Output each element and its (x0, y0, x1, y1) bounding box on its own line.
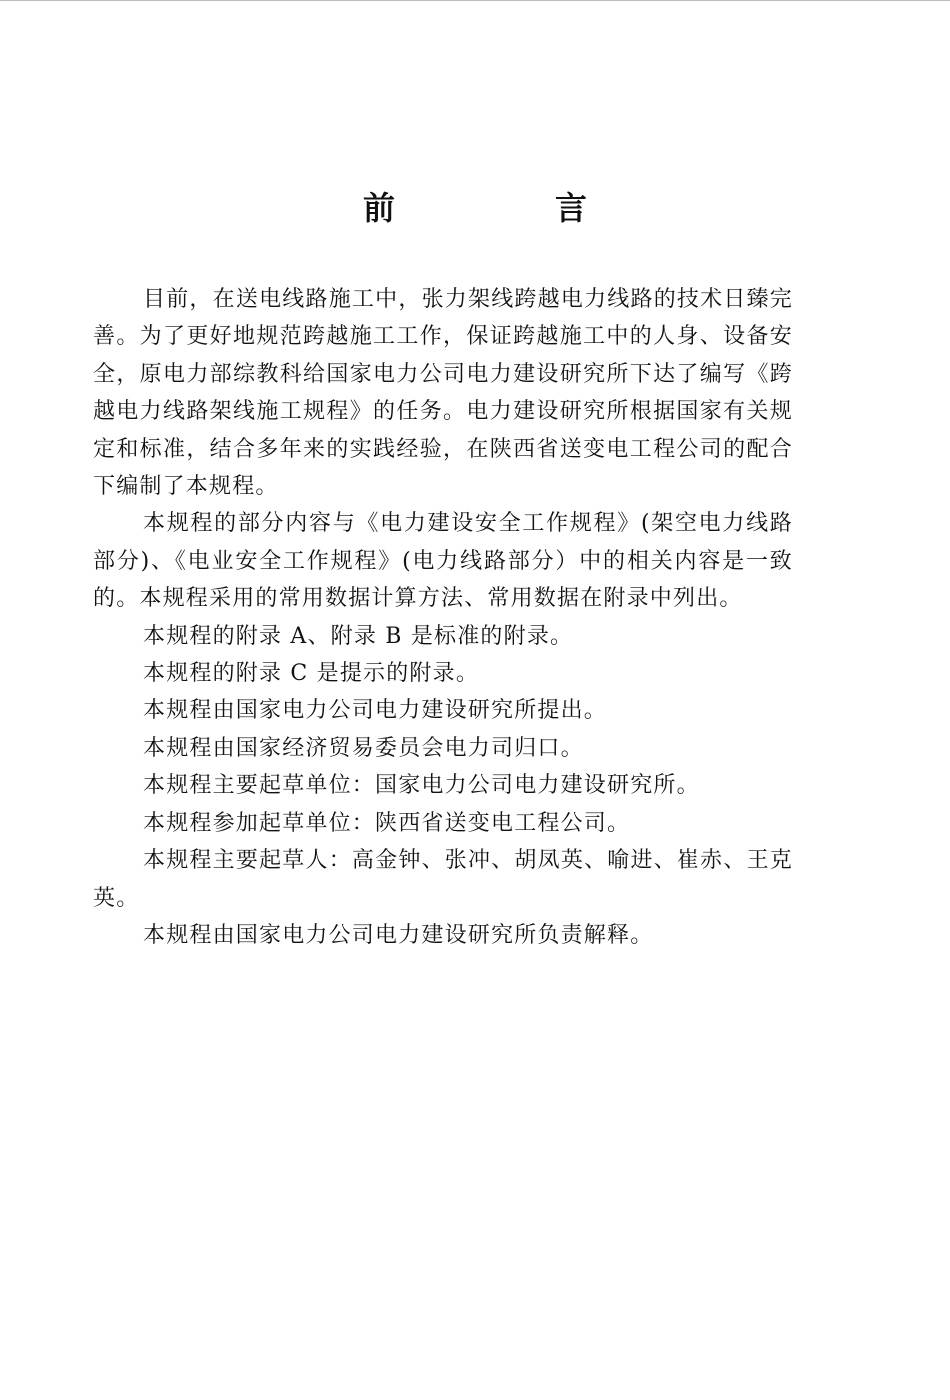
paragraph-main-drafting-unit: 本规程主要起草单位：国家电力公司电力建设研究所。 (143, 773, 700, 799)
paragraph-managed-by: 本规程由国家经济贸易委员会电力司归口。 (143, 735, 584, 761)
page-top-border (0, 0, 950, 1)
paragraph-appendix-c: 本规程的附录 C 是提示的附录。 (143, 661, 480, 687)
paragraph-interpretation: 本规程由国家电力公司电力建设研究所负责解释。 (143, 922, 654, 948)
paragraph-consistency: 本规程的部分内容与《电力建设安全工作规程》(架空电力线路部分)、《电业安全工作规程》(电力线路部分）中的相关内容是一致的。本规程采用的常用数据计算方法、常用数据在附录中列出。 (93, 511, 793, 612)
page-title: 前 言 (362, 189, 651, 227)
preface-body (93, 281, 793, 954)
paragraph-background: 目前，在送电线路施工中，张力架线跨越电力线路的技术日臻完善。为了更好地规范跨越施工工作，保证跨越施工中的人身、设备安全，原电力部综教科给国家电力公司电力建设研究所下达了编写《跨越电力线路架线施工规程》的任务。电力建设研究所根据国家有关规定和标准，结合多年来的实践经验，在陕西省送变电工程公司的配合下编制了本规程。 (93, 287, 793, 500)
paragraph-proposed-by: 本规程由国家电力公司电力建设研究所提出。 (143, 698, 608, 724)
paragraph-drafters: 本规程主要起草人：高金钟、张冲、胡凤英、喻进、崔赤、王克英。 (93, 848, 793, 911)
paragraph-appendix-ab: 本规程的附录 A、附录 B 是标准的附录。 (143, 623, 574, 649)
paragraph-participating-unit: 本规程参加起草单位：陕西省送变电工程公司。 (143, 810, 631, 836)
